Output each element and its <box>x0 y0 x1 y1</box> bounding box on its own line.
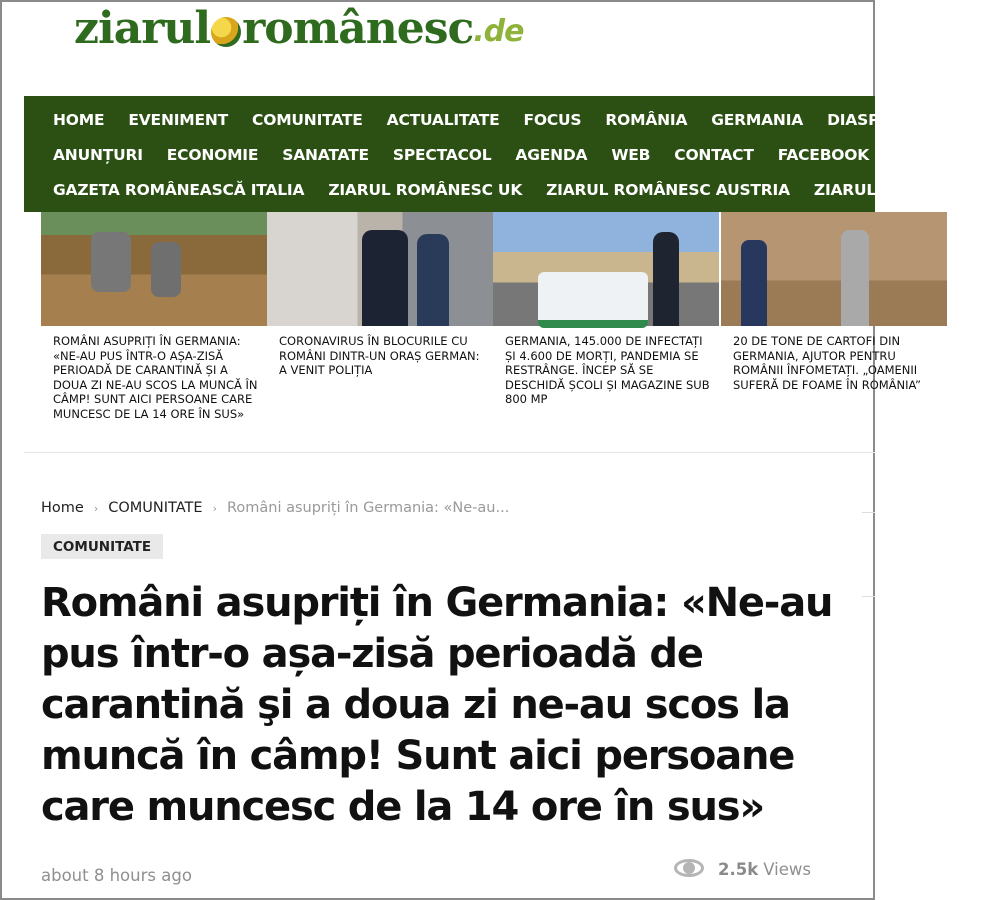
nav-item-spectacol[interactable]: SPECTACOL <box>392 146 492 164</box>
article-title: Români asupriți în Germania: «Ne-au pus într-o așa-zisă perioadă de carantină şi a doua zi ne-au scos la muncă în câmp! Sunt aici persoane care muncesc de la 14 ore în sus» <box>41 580 833 830</box>
story-card[interactable] <box>493 212 719 407</box>
nav-item-home[interactable]: HOME <box>53 111 105 129</box>
nav-row-1 <box>53 105 940 135</box>
nav-item-ziarul-austria[interactable]: ZIARUL ROMÂNESC AUSTRIA <box>546 181 790 199</box>
views-label: Views <box>763 859 811 879</box>
logo-text-second: românesc <box>242 3 474 54</box>
nav-row-3 <box>53 175 1002 205</box>
story-card[interactable] <box>267 212 493 378</box>
breadcrumb-current: Români asupriți în Germania: «Ne-au... <box>226 500 510 516</box>
nav-item-gazeta-italia[interactable]: GAZETA ROMÂNEASCĂ ITALIA <box>53 181 305 199</box>
nav-item-romania[interactable]: ROMÂNIA <box>605 111 688 129</box>
logo-text-main: ziarul <box>74 3 211 54</box>
views-counter <box>672 858 811 880</box>
story-thumbnail[interactable] <box>41 212 267 326</box>
nav-item-focus[interactable]: FOCUS <box>523 111 582 129</box>
nav-item-comunitate[interactable]: COMUNITATE <box>252 111 363 129</box>
story-caption[interactable]: CORONAVIRUS ÎN BLOCURILE CU ROMÂNI DINTR-UN ORAȘ GERMAN: A VENIT POLIȚIA <box>279 334 480 377</box>
category-badge[interactable]: COMUNITATE <box>41 534 163 559</box>
chevron-right-icon: › <box>212 501 217 515</box>
site-logo[interactable] <box>74 2 523 54</box>
globe-icon <box>211 17 241 47</box>
sidebar-edge-line <box>862 596 875 597</box>
breadcrumb-category[interactable]: COMUNITATE <box>108 500 203 516</box>
chevron-right-icon: › <box>93 501 99 515</box>
breadcrumb-home[interactable]: Home <box>41 500 84 516</box>
logo-tld: .de <box>473 14 524 49</box>
nav-item-diaspora[interactable]: DIASPORA <box>827 111 916 129</box>
story-card[interactable] <box>721 212 947 392</box>
nav-item-contact[interactable]: CONTACT <box>674 146 754 164</box>
nav-item-economie[interactable]: ECONOMIE <box>166 146 259 164</box>
nav-item-anunturi[interactable]: ANUNȚURI <box>53 146 143 164</box>
story-card[interactable] <box>41 212 267 421</box>
story-caption[interactable]: ROMÂNI ASUPRIȚI ÎN GERMANIA: «NE-AU PUS ÎNTR-O AȘA-ZISĂ PERIOADĂ DE CARANTINĂ ȘI A DOUA ZI NE-AU SCOS LA MUNCĂ ÎN CÂMP! SUNT AICI PERSOANE CARE MUNCESC DE LA 14 ORE ÎN SUS» <box>53 334 258 421</box>
story-thumbnail[interactable] <box>493 212 719 326</box>
nav-row-2 <box>53 140 893 170</box>
story-thumbnail[interactable] <box>721 212 947 326</box>
article-timestamp: about 8 hours ago <box>41 866 192 885</box>
section-divider <box>24 452 875 453</box>
breadcrumb <box>41 500 509 516</box>
nav-item-sanatate[interactable]: SANATATE <box>282 146 369 164</box>
story-caption[interactable]: GERMANIA, 145.000 DE INFECTAȚI ȘI 4.600 DE MORȚI, PANDEMIA SE RESTRÂNGE. ÎNCEP SĂ SE DESCHIDĂ ȘCOLI ȘI MAGAZINE SUB 800 MP <box>505 334 710 406</box>
nav-item-actualitate[interactable]: ACTUALITATE <box>386 111 500 129</box>
nav-item-agenda[interactable]: AGENDA <box>515 146 588 164</box>
story-thumbnail[interactable] <box>267 212 493 326</box>
nav-item-eveniment[interactable]: EVENIMENT <box>128 111 229 129</box>
nav-item-ziarul-uk[interactable]: ZIARUL ROMÂNESC UK <box>328 181 523 199</box>
eye-icon <box>672 858 706 880</box>
nav-item-ziarul-other[interactable]: ZIARUL ROMÂNESC <box>813 181 979 199</box>
nav-item-germania[interactable]: GERMANIA <box>711 111 804 129</box>
sidebar-edge-line <box>862 512 875 513</box>
views-count: 2.5k <box>718 859 759 879</box>
nav-item-facebook[interactable]: FACEBOOK <box>777 146 870 164</box>
story-caption[interactable]: 20 DE TONE DE CARTOFI DIN GERMANIA, AJUTOR PENTRU ROMÂNII ÎNFOMETAȚI. „OAMENII SUFERĂ DE FOAME ÎN ROMÂNIA” <box>733 334 921 392</box>
featured-stories-strip <box>41 212 921 452</box>
nav-item-web[interactable]: WEB <box>611 146 651 164</box>
